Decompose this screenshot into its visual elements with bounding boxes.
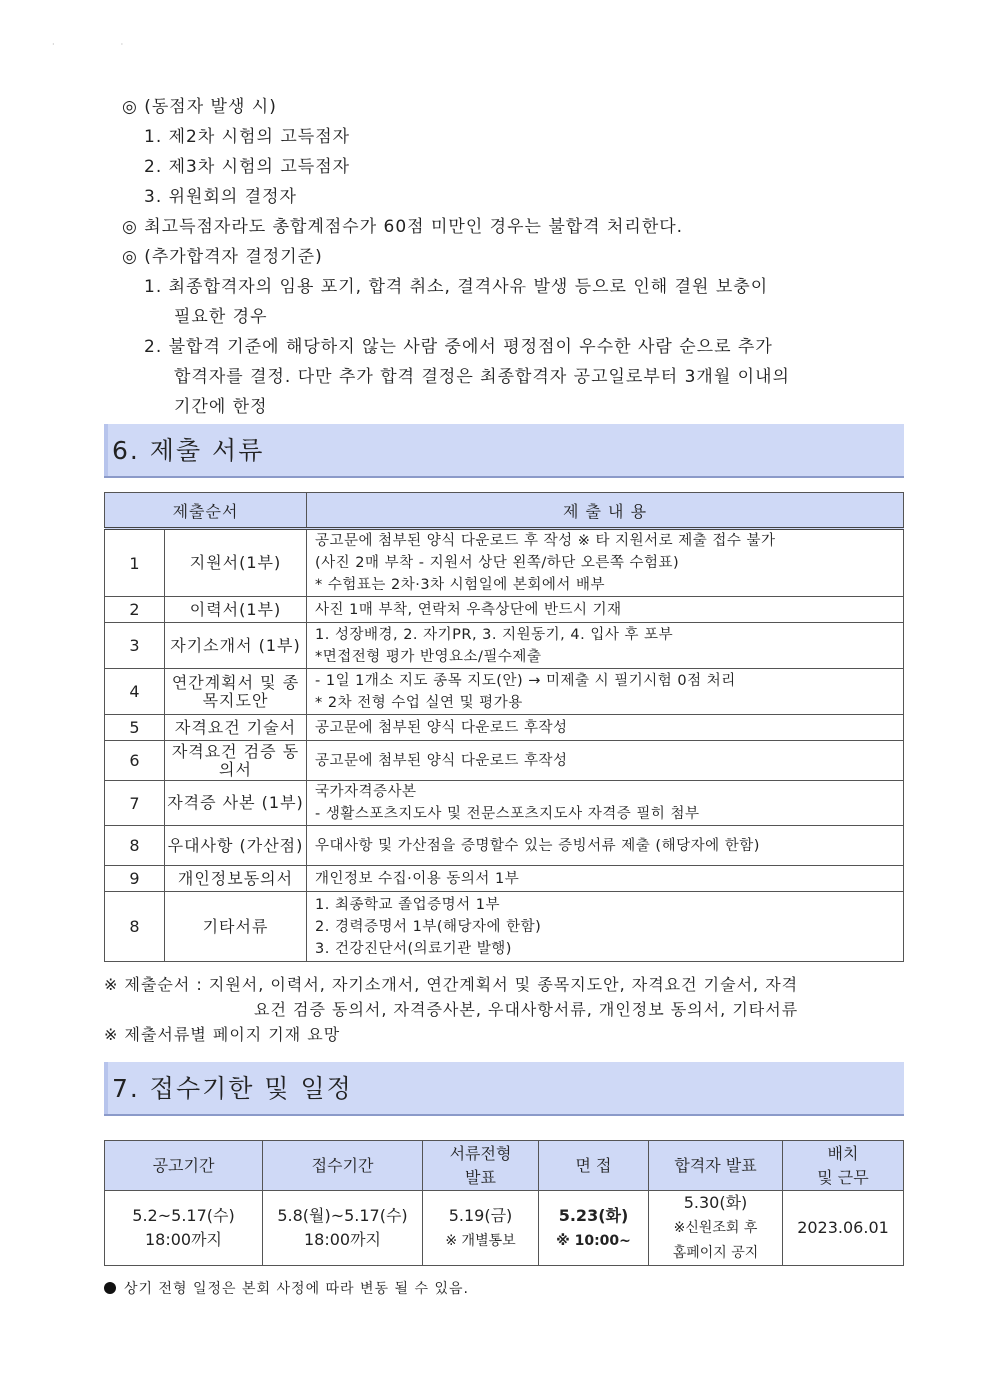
- document-name: 개인정보동의서: [165, 866, 307, 892]
- tie-rule-item: 1. 제2차 시험의 고득점자: [144, 127, 351, 147]
- content-line: 3. 건강진단서(의료기관 발행): [315, 940, 512, 957]
- document-content: [307, 669, 904, 715]
- document-name: 기타서류: [165, 892, 307, 962]
- bullet-dot-icon: [104, 1282, 116, 1294]
- row-number: 5: [105, 715, 165, 741]
- row-number: 7: [105, 781, 165, 826]
- schedule-header-row: [105, 1141, 904, 1191]
- schedule-footnote: 상기 전형 일정은 본회 사정에 따라 변동 될 수 있음.: [104, 1278, 469, 1298]
- documents-table: [104, 492, 904, 962]
- additional-item-1-cont: 필요한 경우: [174, 307, 268, 327]
- submission-order-note: ※ 제출순서 : 지원서, 이력서, 자기소개서, 연간계획서 및 종목지도안, 자격요건 기술서, 자격: [104, 975, 799, 994]
- row-number: 2: [105, 597, 165, 623]
- cell-application-period: 5.8(월)~5.17(수) 18:00까지: [263, 1191, 423, 1266]
- section-6-title: 6. 제출 서류: [104, 424, 904, 478]
- content-line: 2. 경력증명서 1부(해당자에 한함): [315, 918, 542, 935]
- header-application-period: 접수기간: [263, 1141, 423, 1191]
- documents-table-body: [105, 529, 904, 962]
- table-row: [105, 623, 904, 669]
- additional-item-1: 1. 최종합격자의 임용 포기, 합격 취소, 결격사유 발생 등으로 인해 결원 보충이: [144, 277, 769, 297]
- additional-heading: ◎ (추가합격자 결정기준): [122, 247, 323, 267]
- document-name: 자격요건 검증 동의서: [165, 741, 307, 781]
- tie-rule-item: 3. 위원회의 결정자: [144, 187, 297, 207]
- document-content: [307, 623, 904, 669]
- content-line: * 수험표는 2차·3차 시험일에 본회에서 배부: [315, 577, 605, 593]
- document-name: 자격증 사본 (1부): [165, 781, 307, 826]
- content-line: 사진 1매 부착, 연락처 우측상단에 반드시 기재: [315, 601, 622, 618]
- table-row: [105, 741, 904, 781]
- document-content: [307, 597, 904, 623]
- schedule-table: [104, 1140, 904, 1266]
- cell-interview: 5.23(화) ※ 10:00~: [539, 1191, 649, 1266]
- document-content: [307, 826, 904, 866]
- scan-specks: · ·: [52, 40, 124, 49]
- row-number: 8: [105, 892, 165, 962]
- cell-placement: 2023.06.01: [783, 1191, 904, 1266]
- document-content: [307, 781, 904, 826]
- row-number: 1: [105, 529, 165, 597]
- table-row: [105, 529, 904, 597]
- table-row: [105, 781, 904, 826]
- document-name: 자기소개서 (1부): [165, 623, 307, 669]
- document-name: 지원서(1부): [165, 529, 307, 597]
- table-header-row: [105, 493, 904, 529]
- header-interview: 면 접: [539, 1141, 649, 1191]
- schedule-row: [105, 1191, 904, 1266]
- submission-order-note-cont: 요건 검증 동의서, 자격증사본, 우대사항서류, 개인정보 동의서, 기타서류: [254, 1000, 799, 1019]
- content-line: 공고문에 첨부된 양식 다운로드 후작성: [315, 752, 568, 769]
- page-number-note: ※ 제출서류별 페이지 기재 요망: [104, 1025, 341, 1044]
- content-line: 개인정보 수집·이용 동의서 1부: [315, 870, 520, 887]
- selection-criteria: [118, 92, 908, 422]
- content-line: 공고문에 첨부된 양식 다운로드 후 작성 ※ 타 지원서로 제출 접수 불가: [315, 533, 776, 549]
- row-number: 8: [105, 826, 165, 866]
- content-line: 1. 성장배경, 2. 자기PR, 3. 지원동기, 4. 입사 후 포부: [315, 626, 674, 643]
- document-content: [307, 529, 904, 597]
- header-placement: 배치 및 근무: [783, 1141, 904, 1191]
- content-line: 국가자격증사본: [315, 784, 417, 800]
- tie-rules-heading: ◎ (동점자 발생 시): [122, 97, 277, 117]
- table-row: [105, 597, 904, 623]
- table-row: [105, 715, 904, 741]
- col-order-header: 제출순서: [105, 493, 307, 529]
- content-line: (사진 2매 부착 - 지원서 상단 왼쪽/하단 오른쪽 수험표): [315, 555, 680, 571]
- content-line: - 생활스포츠지도사 및 전문스포츠지도사 자격증 필히 첨부: [315, 806, 700, 822]
- header-document-result: 서류전형 발표: [423, 1141, 539, 1191]
- content-line: 1. 최종학교 졸업증명서 1부: [315, 896, 500, 913]
- document-content: [307, 715, 904, 741]
- row-number: 6: [105, 741, 165, 781]
- cell-final-announcement: 5.30(화) ※신원조회 후 홈페이지 공지: [649, 1191, 783, 1266]
- cell-document-result: 5.19(금) ※ 개별통보: [423, 1191, 539, 1266]
- tie-rule-item: 2. 제3차 시험의 고득점자: [144, 157, 351, 177]
- document-content: [307, 741, 904, 781]
- content-line: - 1일 1개소 지도 종목 지도(안) → 미제출 시 필기시험 0점 처리: [315, 672, 736, 689]
- header-announcement-period: 공고기간: [105, 1141, 263, 1191]
- submission-notes: [104, 972, 904, 1047]
- document-name: 우대사항 (가산점): [165, 826, 307, 866]
- content-line: * 2차 전형 수업 실연 및 평가용: [315, 694, 523, 711]
- document-name: 이력서(1부): [165, 597, 307, 623]
- additional-item-2: 2. 불합격 기준에 해당하지 않는 사람 중에서 평정점이 우수한 사람 순으로 추가: [144, 337, 773, 357]
- section-7-title: 7. 접수기한 및 일정: [104, 1062, 904, 1116]
- additional-item-2-cont: 기간에 한정: [174, 397, 268, 417]
- content-line: 공고문에 첨부된 양식 다운로드 후작성: [315, 719, 568, 736]
- content-line: *면접전형 평가 반영요소/필수제출: [315, 648, 542, 665]
- content-line: 우대사항 및 가산점을 증명할수 있는 증빙서류 제출 (해당자에 한함): [315, 837, 760, 854]
- document-content: [307, 866, 904, 892]
- table-row: [105, 866, 904, 892]
- row-number: 3: [105, 623, 165, 669]
- document-name: 연간계획서 및 종목지도안: [165, 669, 307, 715]
- header-final-announcement: 합격자 발표: [649, 1141, 783, 1191]
- row-number: 9: [105, 866, 165, 892]
- table-row: [105, 669, 904, 715]
- col-content-header: 제 출 내 용: [307, 493, 904, 529]
- cell-announcement-period: 5.2~5.17(수) 18:00까지: [105, 1191, 263, 1266]
- row-number: 4: [105, 669, 165, 715]
- table-row: [105, 892, 904, 962]
- table-row: [105, 826, 904, 866]
- additional-item-2-cont: 합격자를 결정. 다만 추가 합격 결정은 최종합격자 공고일로부터 3개월 이내의: [174, 367, 790, 387]
- document-name: 자격요건 기술서: [165, 715, 307, 741]
- document-content: [307, 892, 904, 962]
- min-score-rule: ◎ 최고득점자라도 총합계점수가 60점 미만인 경우는 불합격 처리한다.: [122, 217, 684, 237]
